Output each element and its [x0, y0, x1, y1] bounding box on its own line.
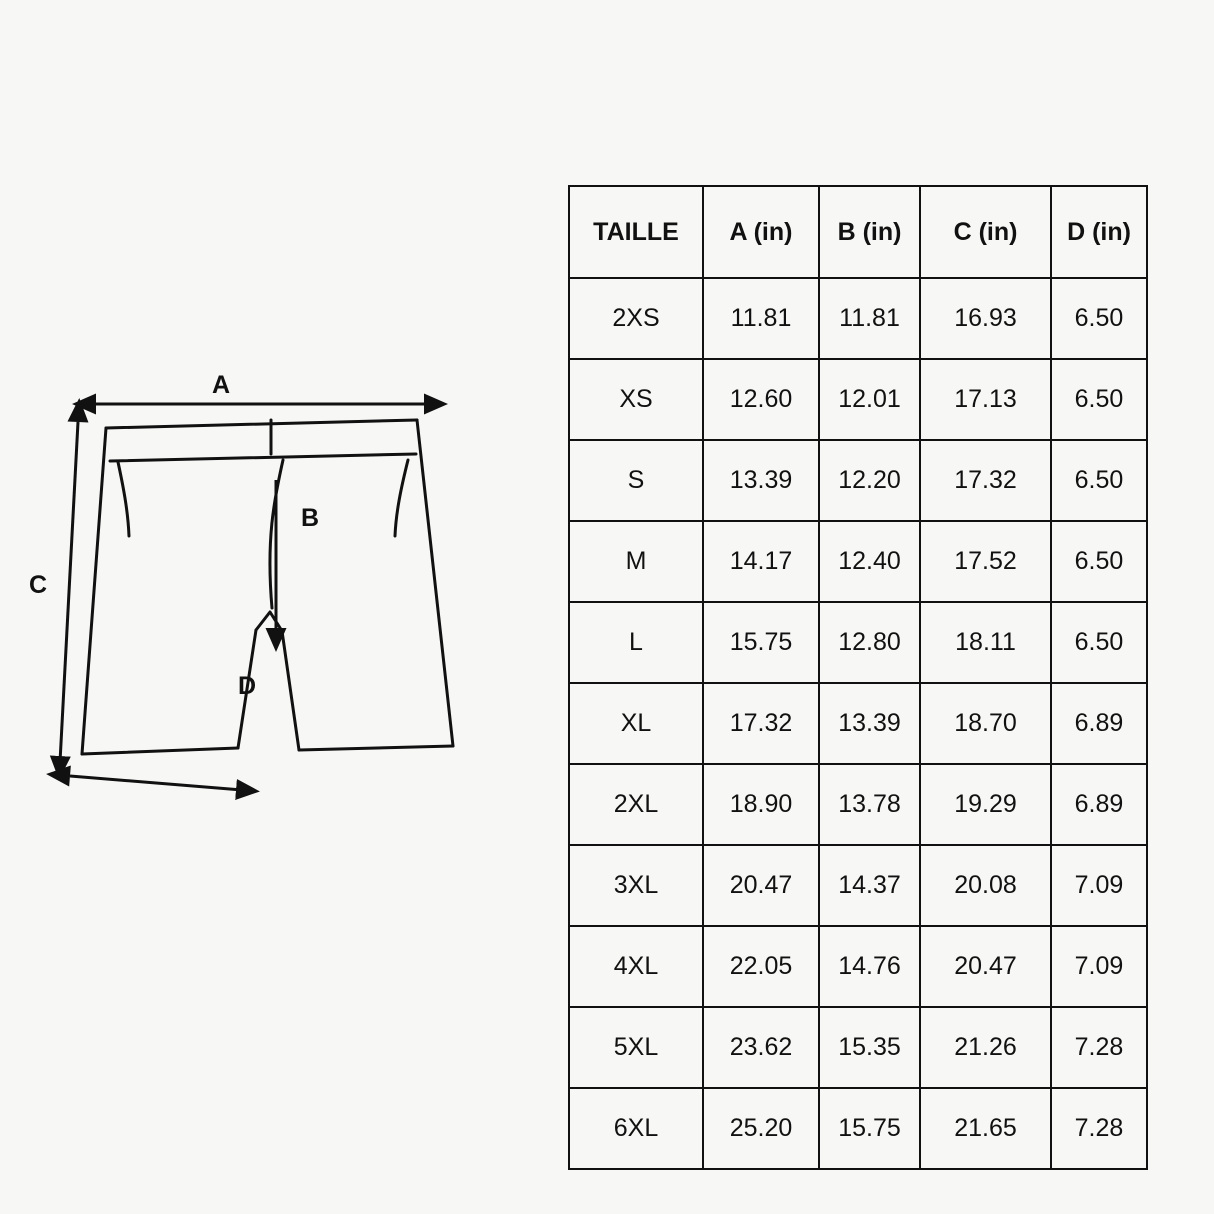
cell-size: 5XL: [569, 1007, 703, 1088]
cell-b: 11.81: [819, 278, 920, 359]
cell-c: 20.08: [920, 845, 1051, 926]
table-row: [569, 278, 1147, 359]
dimension-c-label: C: [28, 571, 48, 599]
cell-b: 12.80: [819, 602, 920, 683]
cell-a: 23.62: [703, 1007, 819, 1088]
cell-d: 6.50: [1051, 359, 1147, 440]
cell-b: 12.40: [819, 521, 920, 602]
cell-d: 7.28: [1051, 1088, 1147, 1169]
cell-d: 6.89: [1051, 683, 1147, 764]
cell-c: 17.52: [920, 521, 1051, 602]
cell-b: 13.39: [819, 683, 920, 764]
cell-b: 12.01: [819, 359, 920, 440]
table-row: [569, 845, 1147, 926]
table-row: [569, 683, 1147, 764]
shorts-diagram: [28, 350, 520, 830]
dimension-b-label: B: [300, 504, 320, 532]
column-header-a: A (in): [703, 186, 819, 278]
cell-a: 20.47: [703, 845, 819, 926]
cell-d: 6.50: [1051, 278, 1147, 359]
cell-a: 14.17: [703, 521, 819, 602]
dimension-c: [29, 422, 78, 762]
cell-size: XS: [569, 359, 703, 440]
cell-b: 13.78: [819, 764, 920, 845]
cell-size: L: [569, 602, 703, 683]
cell-size: 6XL: [569, 1088, 703, 1169]
cell-size: S: [569, 440, 703, 521]
cell-d: 7.09: [1051, 926, 1147, 1007]
column-header-b: B (in): [819, 186, 920, 278]
table-row: [569, 440, 1147, 521]
cell-d: 7.28: [1051, 1007, 1147, 1088]
cell-b: 14.37: [819, 845, 920, 926]
cell-b: 14.76: [819, 926, 920, 1007]
cell-c: 19.29: [920, 764, 1051, 845]
cell-a: 15.75: [703, 602, 819, 683]
cell-d: 6.89: [1051, 764, 1147, 845]
dimension-d-label: D: [237, 672, 257, 700]
column-header-taille: TAILLE: [569, 186, 703, 278]
shorts-outline-path: [82, 420, 453, 754]
cell-b: 15.35: [819, 1007, 920, 1088]
cell-a: 11.81: [703, 278, 819, 359]
cell-a: 12.60: [703, 359, 819, 440]
cell-size: M: [569, 521, 703, 602]
cell-size: 3XL: [569, 845, 703, 926]
dimension-a-label: A: [211, 371, 231, 399]
table-header: [569, 186, 1147, 278]
table-row: [569, 1007, 1147, 1088]
cell-size: 4XL: [569, 926, 703, 1007]
table-header-row: [569, 186, 1147, 278]
table-row: [569, 926, 1147, 1007]
cell-c: 20.47: [920, 926, 1051, 1007]
cell-d: 7.09: [1051, 845, 1147, 926]
table-row: [569, 764, 1147, 845]
cell-a: 13.39: [703, 440, 819, 521]
cell-a: 18.90: [703, 764, 819, 845]
cell-d: 6.50: [1051, 602, 1147, 683]
cell-c: 16.93: [920, 278, 1051, 359]
column-header-c: C (in): [920, 186, 1051, 278]
cell-b: 15.75: [819, 1088, 920, 1169]
size-table: [568, 185, 1148, 1170]
dimension-d: [70, 672, 256, 790]
table-row: [569, 521, 1147, 602]
cell-a: 22.05: [703, 926, 819, 1007]
table-row: [569, 359, 1147, 440]
cell-c: 21.65: [920, 1088, 1051, 1169]
table-row: [569, 602, 1147, 683]
cell-c: 18.70: [920, 683, 1051, 764]
cell-c: 21.26: [920, 1007, 1051, 1088]
dimension-b: [276, 480, 319, 634]
dimension-a: [96, 371, 430, 404]
cell-b: 12.20: [819, 440, 920, 521]
cell-c: 18.11: [920, 602, 1051, 683]
table-row: [569, 1088, 1147, 1169]
cell-size: 2XS: [569, 278, 703, 359]
table-body: [569, 278, 1147, 1169]
cell-a: 25.20: [703, 1088, 819, 1169]
size-table-container: [568, 185, 1146, 1170]
cell-d: 6.50: [1051, 440, 1147, 521]
cell-c: 17.32: [920, 440, 1051, 521]
cell-a: 17.32: [703, 683, 819, 764]
column-header-d: D (in): [1051, 186, 1147, 278]
cell-size: 2XL: [569, 764, 703, 845]
cell-d: 6.50: [1051, 521, 1147, 602]
cell-c: 17.13: [920, 359, 1051, 440]
cell-size: XL: [569, 683, 703, 764]
